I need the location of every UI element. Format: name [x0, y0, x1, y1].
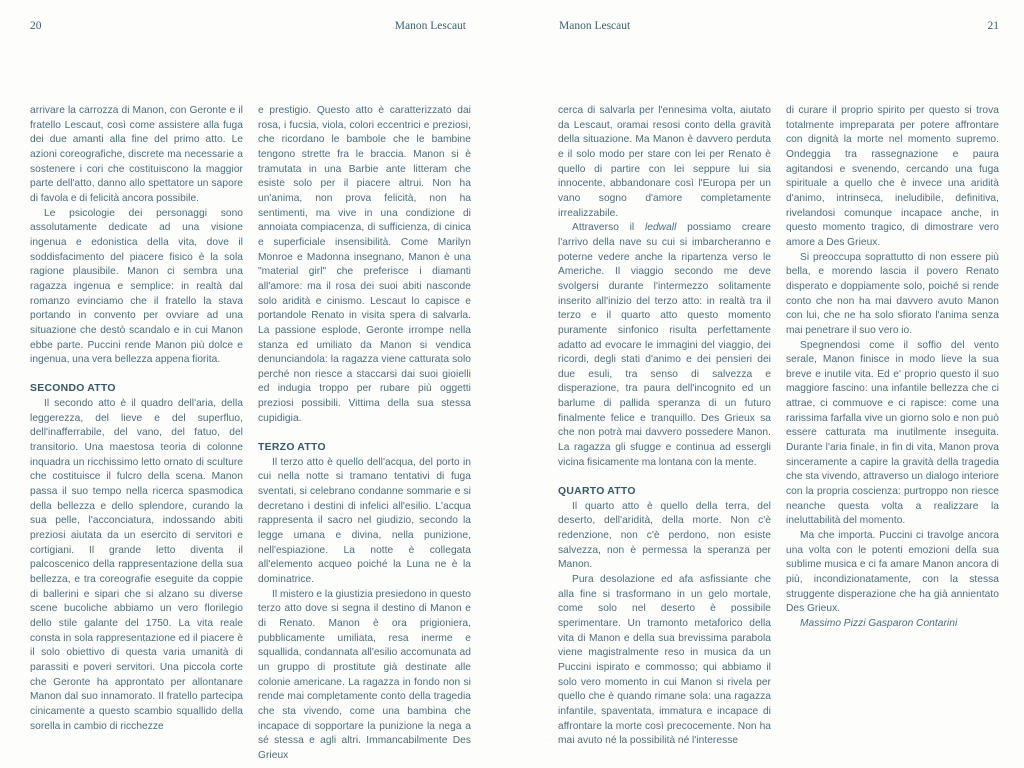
author-signature: Massimo Pizzi Gasparon Contarini — [800, 617, 958, 629]
right-page-column-1 — [558, 104, 771, 749]
body-paragraph: di curare il proprio spirito per questo si trova totalmente impreparata per potere affrontare con dignità la morte nel momento supremo. Ondeggia tra rassegnazione e paura agitandosi e svenendo, cercando una fuga spirituale a quello che è invece una aridità d'animo, intrinseca, ineludibile, definitiva, rivelandosi comunque incapace anche, in questo momento tragico, di dimostrare vero amore a Des Grieux. — [786, 105, 999, 248]
body-paragraph: cerca di salvarla per l'ennesima volta, aiutato da Lescaut, oramai resosi conto della gravità della situazione. Ma Manon è davvero perduta e il solo modo per stare con lei per Renato è quello di partire con lei seppure lui sia innocente, abbandonare così l'Europa per un vano sogno d'amore completamente irrealizzabile. — [558, 105, 771, 219]
body-paragraph: e prestigio. Questo atto è caratterizzato dai rosa, i fucsia, viola, colori eccentrici e preziosi, che ricordano le bambole che le bambine tengono strette fra le braccia. Manon si è tramutata in una Barbie ante litteram che esiste solo per il piacere altrui. Non ha un'anima, non prova felicità, non ha sentimenti, ma vive in una condizione di annoiata compiacenza, di sufficienza, di cinica e superficiale insensibilità. Come Marilyn Monroe e Madonna insegnano, Manon è una "material girl" che preferisce i diamanti all'amore: ma il rosa dei suoi abiti nasconde solo aridità e cinismo. Lescaut lo capisce e portandole Renato in visita spera di salvarla. La passione esplode, Geronte irrompe nella stanza ed umiliato da Manon si vendica denunciandola: la ragazza viene catturata solo perché non riesce a staccarsi dai suoi gioielli ed indugia troppo per rubare più oggetti preziosi possibili. Vittima della sua stessa cupidigia. — [258, 105, 471, 424]
running-title-left: Manon Lescaut — [394, 20, 466, 32]
body-paragraph: Spegnendosi come il soffio del vento serale, Manon finisce in modo lieve la sua breve e inutile vita. Ed e' proprio questo il suo maggiore fascino: una infantile bellezza che ci attrae, ci commuove e ci rapisce: come una rarissima farfalla vive un giorno solo e non può essere catturata ma inutilmente inseguita. Durante l'aria finale, in fin di vita, Manon prova sinceramente a capire la gravità della tragedia che sta vivendo, attraverso un dialogo interiore con la propria coscienza: purtroppo non riesce neanche questa volta a realizzare la ineluttabilità del momento. — [786, 339, 999, 527]
page-number-right: 21 — [987, 20, 999, 32]
paragraph-text: Attraverso il — [572, 222, 645, 234]
right-page-column-2 — [786, 104, 999, 632]
body-paragraph — [558, 221, 771, 470]
italic-term-ledwall: ledwall — [644, 222, 677, 234]
act-heading-secondo-atto: SECONDO ATTO — [30, 383, 116, 395]
act-heading-quarto-atto: QUARTO ATTO — [558, 486, 636, 498]
body-paragraph: Si preoccupa soprattutto di non essere più bella, e morendo lascia il povero Renato disperato e doppiamente solo, poiché si rende conto che non ha mai davvero avuto Manon con lui, che ne ha solo sfiorato l'anima senza mai penetrare il suo vero io. — [786, 251, 999, 336]
left-page-column-2 — [258, 104, 471, 764]
body-paragraph: arrivare la carrozza di Manon, con Geronte e il fratello Lescaut, così come assistere alla fuga dei due amanti alla fine del primo atto. Le azioni coreografiche, discrete ma necessarie a sostenere i cori che costituiscono la maggior parte dell'atto, danno allo spettatore un sapore di favola e di felicità ancora possibile. — [30, 105, 243, 204]
body-paragraph: Il mistero e la giustizia presiedono in questo terzo atto dove si segna il destino di Manon e di Renato. Manon è ora prigioniera, pubblicamente umiliata, resa inerme e squallida, condannata all'esilio accomunata ad un gruppo di prostitute già destinate alle colonie americane. La ragazza in fondo non si rende mai completamente conto della tragedia che sta vivendo, come una bambina che incapace di sopportare la punizione la nega a sé stessa e agli altri. Immancabilmente Des Grieux — [258, 588, 471, 761]
running-title-right: Manon Lescaut — [559, 20, 631, 32]
page-number-left: 20 — [30, 20, 42, 32]
body-paragraph: Pura desolazione ed afa asfissiante che alla fine si trasformano in un gelo mortale, come solo nel deserto è possibile sperimentare. Un tramonto metaforico della vita di Manon e della sua brevissima parabola viene magistralmente reso in musica da un Puccini ispirato e commosso; qui abbiamo il solo vero momento in cui Manon si rivela per quello che è quando rimane sola: una ragazza infantile, spaventata, immatura e incapace di affrontare la morte così precocemente. Non ha mai avuto né la possibilità né l'interesse — [558, 573, 771, 747]
body-paragraph: Ma che importa. Puccini ci travolge ancora una volta con le potenti emozioni della sua sublime musica e ci fa amare Manon ancora di più, incondizionatamente, con la stessa struggente disperazione che ha già annientato Des Grieux. — [786, 530, 999, 615]
body-paragraph: Il terzo atto è quello dell'acqua, del porto in cui nella notte si tramano tentativi di fuga sventati, si celebrano condanne sommarie e si decretano i destini di infelici all'esilio. L'acqua rappresenta il sacro nel giudizio, secondo la legge umana e divina, nella punizione, nell'espiazione. La notte è collegata all'elemento acqueo poiché la Luna ne è la dominatrice. — [258, 456, 471, 585]
body-paragraph: Il quarto atto è quello della terra, del deserto, dell'aridità, della morte. Non c'è redenzione, non c'è perdono, non esiste salvezza, non è permessa la speranza per Manon. — [558, 500, 771, 571]
body-paragraph: Le psicologie dei personaggi sono assolutamente dedicate ad una visione ingenua e edonistica della vita, dove il soddisfacimento del piacere fisico è la sola ragione plausibile. Manon ci sembra una ragazza ingenua e semplice: in realtà dal romanzo evinciamo che il fratello la stava portando in convento per ovviare ad una situazione che destò scandalo e in cui Manon ebbe parte. Puccini rende Manon più dolce e ingenua, una vera bellezza appena fiorita. — [30, 207, 243, 366]
body-paragraph: Il secondo atto è il quadro dell'aria, della leggerezza, del lieve e del superfluo, dell'inafferrabile, del vano, del fatuo, del transitorio. Una maestosa teoria di colonne inquadra un ricchissimo letto ornato di sculture che costituisce il fulcro della scena. Manon passa il suo tempo nella ricerca spasmodica della bellezza e dello splendore, curando la sua pelle, l'acconciatura, indossando abiti preziosi aiutata da un esercito di servitori e cortigiani. Il grande letto diventa il palcoscenico della rappresentazione della sua bellezza, e tra coreografie eseguite da coppie di ballerini e sipari che si alzano su diverse scene bucoliche abbiamo un vero florilegio dello stile galante del 1750. La vita reale consta in sola rappresentazione ed il piacere è il solo obiettivo di questa varia umanità di parassiti e poveri servitori. Una piccola corte che Geronte ha approntato per allontanare Manon dal suo innamorato. Il fratello partecipa cinicamente a questo scambio squallido della sorella in cambio di ricchezze — [30, 398, 243, 732]
paragraph-text: possiamo creare l'arrivo della nave su cui si imbarcheranno e poterne vedere anche la ripartenza verso le Americhe. Il viaggio secondo me deve svolgersi durante l'intermezzo solitamente inserito all'inizio del terzo atto: in realtà tra il terzo e il quarto atto questo momento puramente sinfonico risulta perfettamente adatto ad evocare le immagini del viaggio, dei ricordi, degli stati d'animo e dei pensieri dei due esuli, tra senso di salvezza e disperazione, tra paura dell'incognito ed un barlume di pallida speranza di un futuro finalmente felice e tranquillo. Des Grieux sa che non potrà mai davvero possedere Manon. La ragazza gli sfugge e continua ad essergli vicina fisicamente ma lontana con la mente. — [558, 222, 771, 468]
act-heading-terzo-atto: TERZO ATTO — [258, 442, 326, 454]
left-page-column-1 — [30, 104, 243, 734]
